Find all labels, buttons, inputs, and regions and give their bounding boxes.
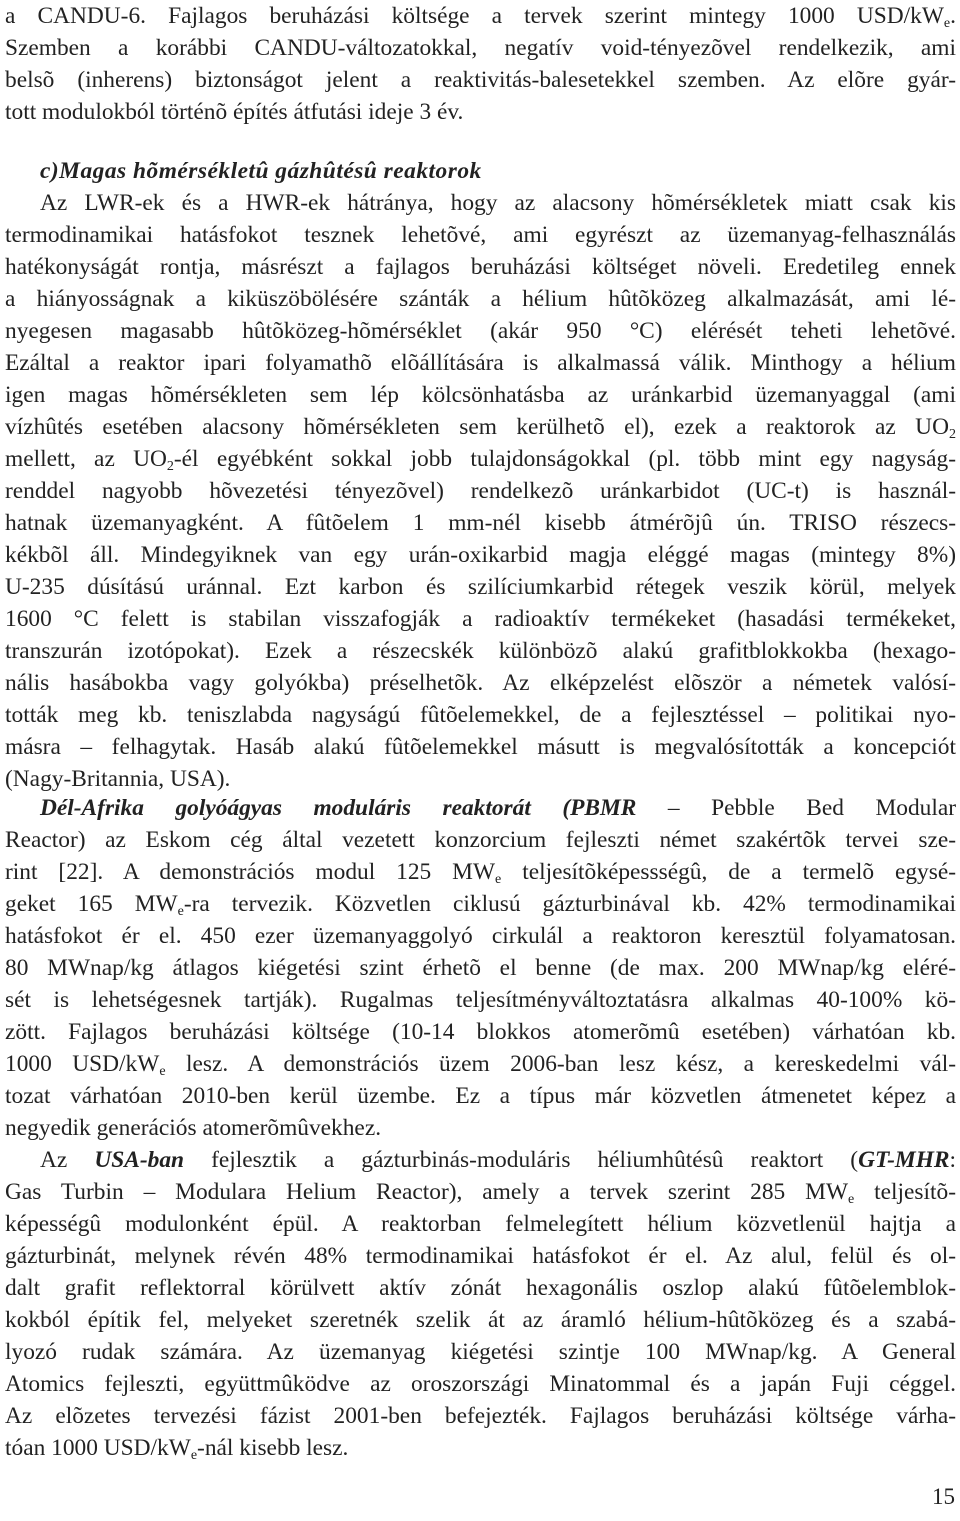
- subscript: e: [159, 1063, 166, 1079]
- text-line: (Nagy-Britannia, USA).: [5, 766, 231, 792]
- text-line: [5, 856, 956, 888]
- text-line: termodinamikai hatásfokot tesznek lehetõvé, ami egyrészt az üzemanyag-felhasználás: [5, 222, 956, 248]
- text-line: [5, 1432, 956, 1464]
- text-run: :: [949, 1147, 957, 1173]
- text-run: teljesítõ-: [854, 1179, 956, 1205]
- text-line: [5, 1048, 956, 1080]
- text-line: 1600 °C felett is stabilan visszafogják a radioaktív termékeket (hasadási termékeket,: [5, 606, 956, 632]
- text-line: a hiányosságnak a kiküszöbölésére szánták a hélium hûtõközeg alkalmazását, ami lé-: [5, 286, 956, 312]
- text-line: 80 MWnap/kg átlagos kiégetési szint érhetõ el benne (de max. 200 MWnap/kg eléré-: [5, 955, 956, 981]
- page-number: 15: [932, 1484, 955, 1509]
- text-line: renddel nagyobb hõvezetési tényezõvel) rendelkezõ uránkarbidot (UC-t) is használ-: [5, 478, 956, 504]
- text-run: -ra tervezik. Közvetlen ciklusú gázturbinával kb. 42% termodinamikai: [183, 891, 956, 917]
- text-line: [5, 411, 956, 443]
- subscript: e: [495, 871, 502, 887]
- text-run: geket 165 MW: [5, 891, 178, 917]
- text-line: negyedik generációs atomerõmûvekhez.: [5, 1115, 382, 1141]
- text-run: fejlesztik a gázturbinás-moduláris héliumhûtésû reaktort (: [184, 1147, 859, 1173]
- text-run: 1000 USD/kW: [5, 1051, 160, 1077]
- text-line: dalt grafit reflektorral körülvett aktív zónát hexagonális oszlop alakú fûtõelemblok-: [5, 1275, 956, 1301]
- text-run: teljesítõképessségû, de a termelõ egysé-: [501, 859, 956, 885]
- emphasis-text: USA-ban: [94, 1147, 185, 1173]
- text-line: [5, 1176, 956, 1208]
- text-run: Gas Turbin – Modulara Helium Reactor), amely a tervek szerint 285 MW: [5, 1179, 849, 1205]
- text-line: nális hasábokba vagy golyókba) préselhetõk. Az elképzelést elõször a németek valósí-: [5, 670, 956, 696]
- subscript: 2: [948, 426, 956, 442]
- text-line: transzurán izotópokat). Ezek a részecskék különbözõ alakú grafitblokkokba (hexago-: [5, 638, 956, 664]
- text-run: -él egyébként sokkal jobb tulajdonságokkal (pl. több mint egy nagyság-: [173, 446, 957, 472]
- text-line: zött. Fajlagos beruházási költsége (10-14 blokkos atomerõmû esetében) várhatóan kb.: [5, 1019, 956, 1045]
- section-heading: c)Magas hõmérsékletû gázhûtésû reaktorok: [40, 158, 482, 184]
- text-run: vízhûtés esetében alacsony hõmérsékleten sem kerülhetõ el), ezek a reaktorok az UO: [5, 414, 949, 440]
- text-line: hatékonyságát rontja, másrészt a fajlagos beruházási költséget növeli. Eredetileg ennek: [5, 254, 956, 280]
- subscript: 2: [166, 458, 174, 474]
- text-line: lyozó rudak számára. Az üzemanyag kiégetési szintje 100 MWnap/kg. A General: [5, 1339, 956, 1365]
- text-run: mellett, az UO: [5, 446, 167, 472]
- text-line: tották meg kb. teniszlabda nagyságú fûtõelemekkel, de a fejlesztéssel – politikai nyo-: [5, 702, 956, 728]
- emphasis-text: Dél-Afrika golyóágyas moduláris reaktorát (PBMR: [40, 795, 637, 821]
- text-run: lesz. A demonstrációs üzem 2006-ban lesz kész, a kereskedelmi vál-: [165, 1051, 956, 1077]
- text-line: kékbõl áll. Mindegyiknek van egy urán-oxikarbid magja eléggé magas (mintegy 8%): [5, 542, 956, 568]
- subscript: e: [190, 1447, 198, 1463]
- text-line: sét is lehetségesnek tartják). Rugalmas teljesítményváltoztatásra alkalmas 40-100% kö-: [5, 987, 956, 1013]
- text-line: U-235 dúsítású uránnal. Ezt karbon és szilíciumkarbid rétegek veszik körül, melyek: [5, 574, 956, 600]
- text-line: Szemben a korábbi CANDU-változatokkal, negatív void-tényezõvel rendelkezik, ami: [5, 35, 956, 61]
- text-line: kokból építik fel, melyeket szeretnék szelik át az áramló hélium-hûtõközeg és a szabá-: [5, 1307, 956, 1333]
- text-line: gázturbinát, melynek révén 48% termodinamikai hatásfokot ér el. Az alul, felül és ol-: [5, 1243, 956, 1269]
- text-run: Az: [40, 1147, 95, 1173]
- subscript: e: [943, 15, 951, 31]
- text-line: igen magas hõmérsékleten sem lép kölcsönhatásba az uránkarbid üzemanyaggal (ami: [5, 382, 956, 408]
- text-run: rint [22]. A demonstrációs modul 125 MW: [5, 859, 496, 885]
- text-line: Az LWR-ek és a HWR-ek hátránya, hogy az alacsony hõmérsékletek miatt csak kis: [40, 190, 956, 216]
- text-line: hatnak üzemanyagként. A fûtõelem 1 mm-nél kisebb átmérõjû ún. TRISO részecs-: [5, 510, 956, 536]
- text-line: [5, 443, 956, 475]
- text-line: másra – felhagytak. Hasáb alakú fûtõelemekkel másutt is megvalósították a koncepciót: [5, 734, 956, 760]
- text-line: tott modulokból történõ építés átfutási ideje 3 év.: [5, 99, 464, 125]
- text-line: nyegesen magasabb hûtõközeg-hõmérséklet (akár 950 °C) elérését teheti lehetõvé.: [5, 318, 956, 344]
- text-line: belsõ (inherens) biztonságot jelent a reaktivitás-balesetekkel szemben. Az elõre gyár-: [5, 67, 956, 93]
- text-line: Ezáltal a reaktor ipari folyamathõ elõállítására is alkalmassá válik. Minthogy a hélium: [5, 350, 956, 376]
- subscript: e: [848, 1191, 855, 1207]
- text-line: Az elõzetes tervezési fázist 2001-ben befejezték. Fajlagos beruházási költsége várha-: [5, 1403, 956, 1429]
- text-line: Atomics fejleszti, együttmûködve az oroszországi Minatommal és a japán Fuji céggel.: [5, 1371, 956, 1397]
- subscript: e: [177, 903, 184, 919]
- text-run: -nál kisebb lesz.: [197, 1435, 349, 1461]
- text-line: [5, 888, 956, 920]
- text-line: képességû modulonként épül. A reaktorban felmelegített hélium közvetlenül hajtja a: [5, 1211, 956, 1237]
- text-run: – Pebble Bed Modular: [636, 795, 957, 821]
- text-run: .: [950, 3, 956, 29]
- text-run: a CANDU-6. Fajlagos beruházási költsége a tervek szerint mintegy 1000 USD/kW: [5, 3, 944, 29]
- text-line: hatásfokot ér el. 450 ezer üzemanyaggolyó cirkulál a reaktoron keresztül folyamatosan.: [5, 923, 956, 949]
- text-line: tozat várhatóan 2010-ben kerül üzembe. Ez a típus már közvetlen átmenetet képez a: [5, 1083, 956, 1109]
- text-line: [40, 792, 956, 824]
- text-line: [40, 1144, 956, 1176]
- text-line: Reactor) az Eskom cég által vezetett konzorcium fejleszti német szakértõk tervei sze-: [5, 827, 956, 853]
- emphasis-text: GT-MHR: [858, 1147, 950, 1173]
- text-run: tóan 1000 USD/kW: [5, 1435, 191, 1461]
- text-line: [5, 0, 956, 32]
